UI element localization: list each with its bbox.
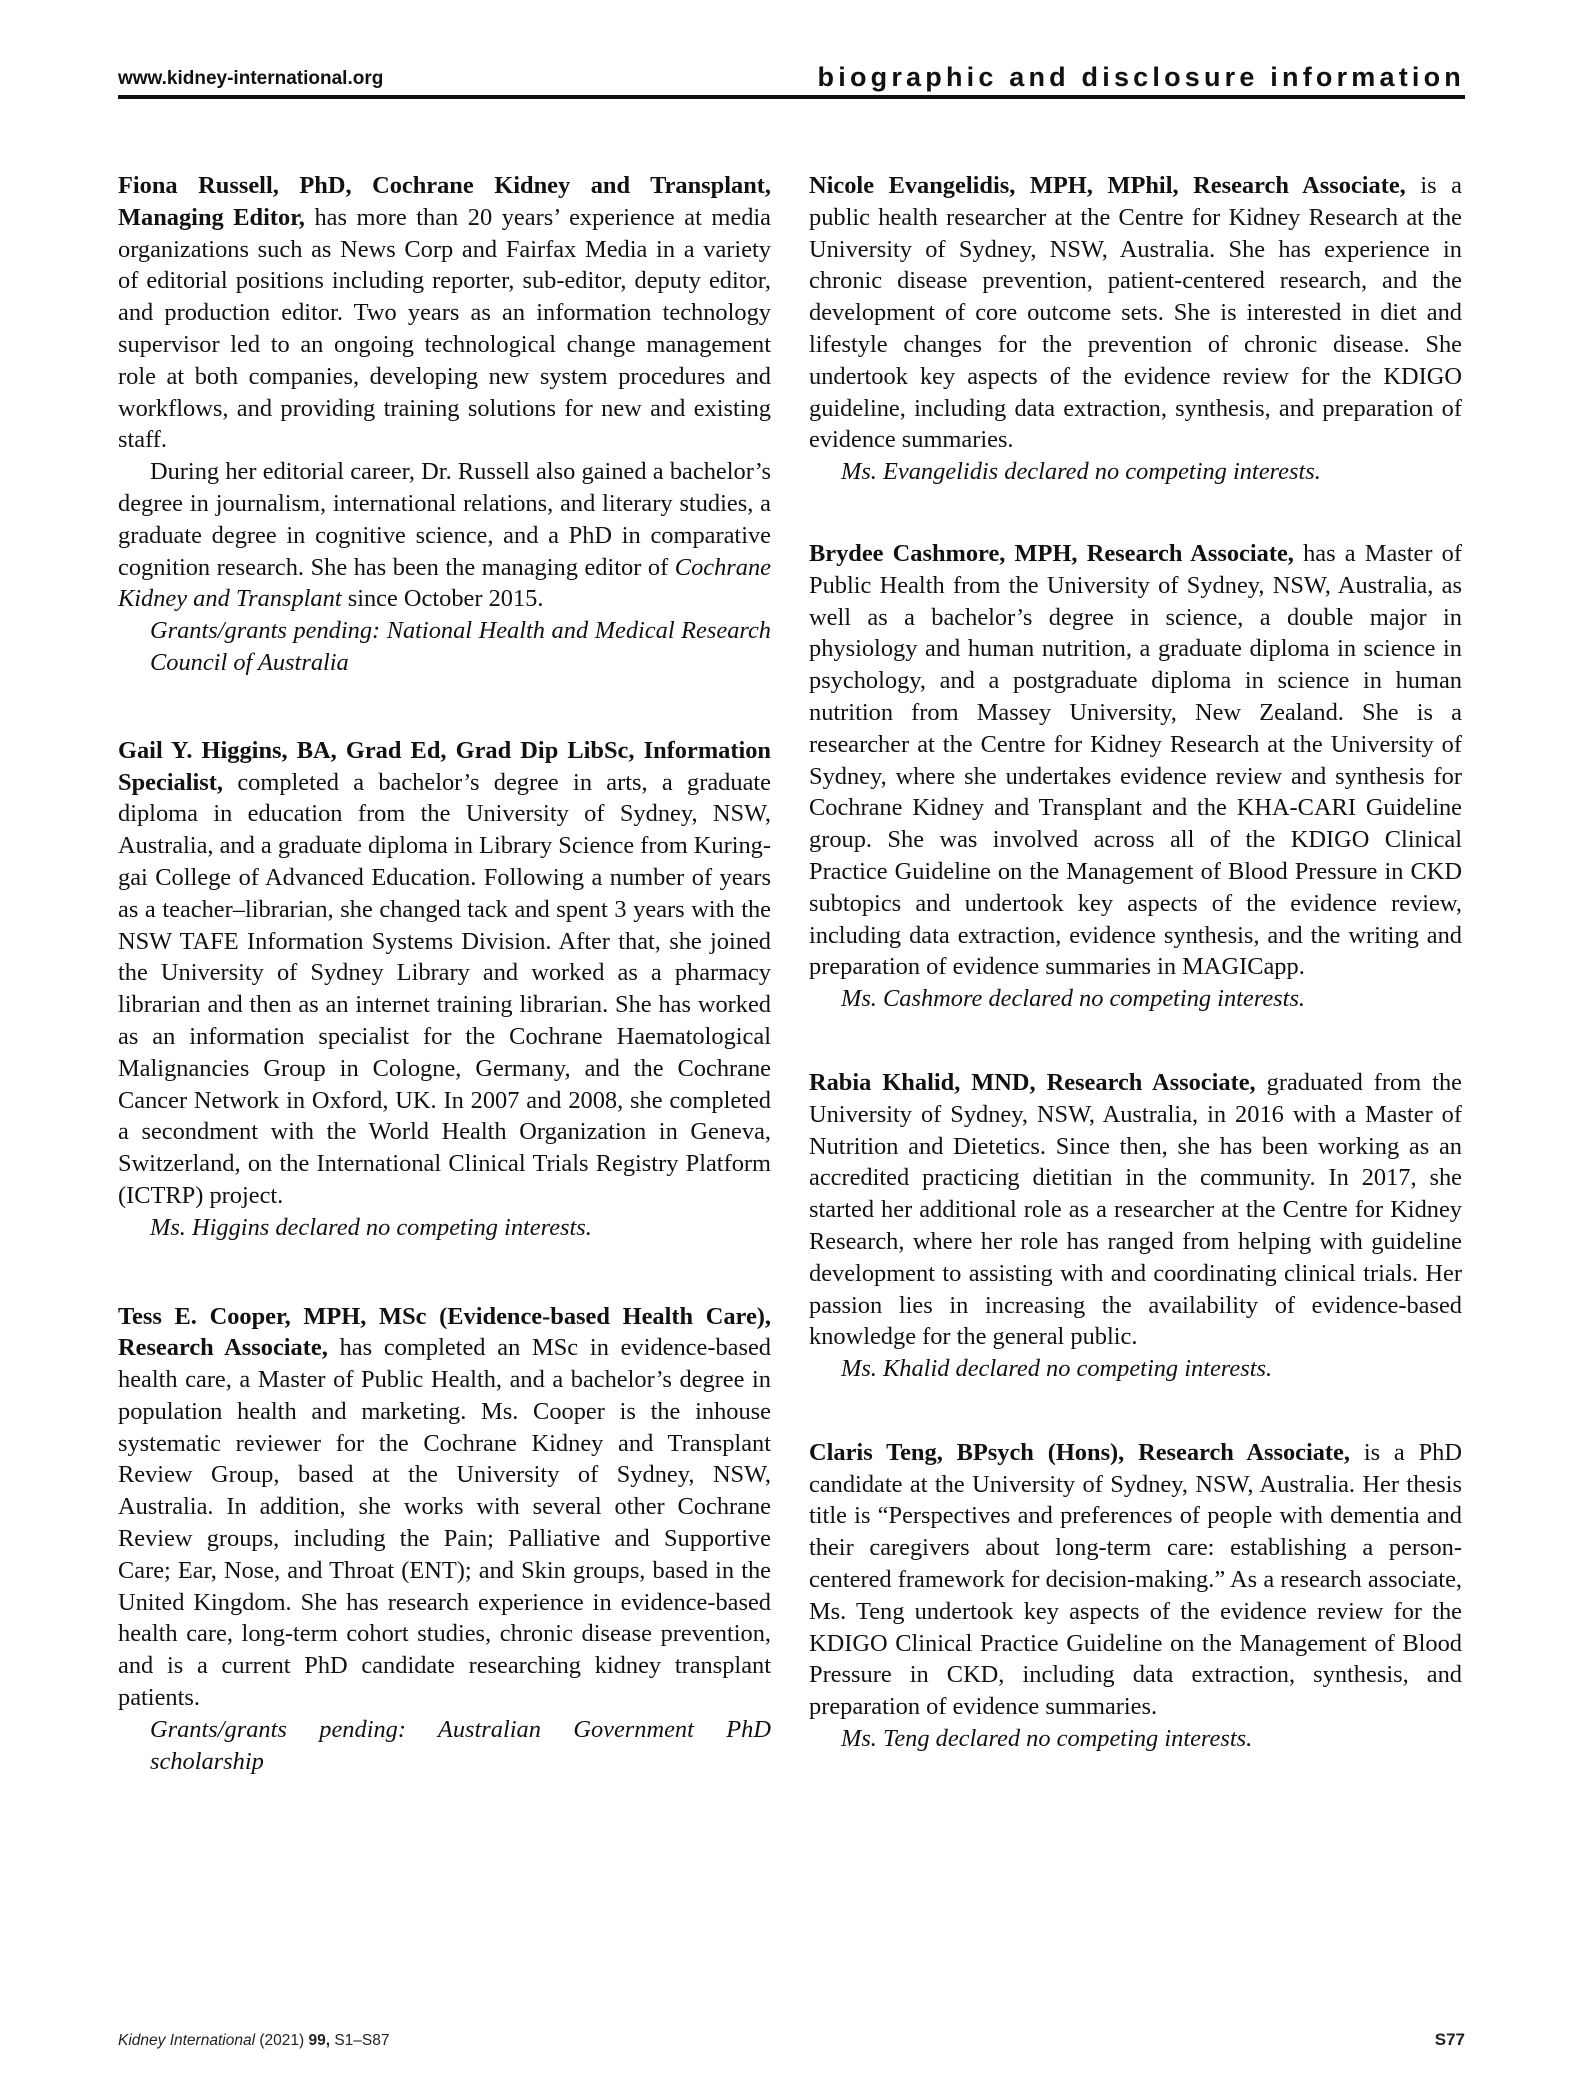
bio-disclosure: Ms. Evangelidis declared no competing interests. <box>841 458 1321 486</box>
bio-body: has a Master of Public Health from the University of Sydney, NSW, Australia, as well as a bachelor’s degree in science, a double major in physiology and human nutrition, a graduate diploma in science in psychology, and a postgraduate diploma in science in human nutrition from Massey University, New Zealand. She is a researcher at the Centre for Kidney Research at the University of Sydney, where she undertakes evidence review and synthesis for Cochrane Kidney and Transplant and the KHA-CARI Guideline group. She was involved across all of the KDIGO Clinical Practice Guideline on the Management of Blood Pressure in CKD subtopics and undertook key aspects of the evidence review, including data extraction, evidence synthesis, and the writing and preparation of evidence summaries in MAGICapp. <box>809 539 1463 981</box>
bio-name: Claris Teng, BPsych (Hons), Research Associate, <box>809 1438 1350 1466</box>
journal-url: www.kidney-international.org <box>118 68 384 89</box>
bio-body: is a PhD candidate at the University of Sydney, NSW, Australia. Her thesis title is “Perspectives and preferences of people with dementia and their caregivers about long-term care: establishing a person-centered framework for decision-making.” As a research associate, Ms. Teng undertook key aspects of the evidence review for the KDIGO Clinical Practice Guideline on the Management of Blood Pressure in CKD, including data extraction, synthesis, and preparation of evidence summaries. <box>809 1438 1462 1721</box>
bio-disclosure: Ms. Higgins declared no competing interests. <box>150 1213 592 1241</box>
bio-body-para2-end: since October 2015. <box>347 585 544 613</box>
bio-entry-cooper <box>118 1301 771 1778</box>
bio-body: graduated from the University of Sydney, NSW, Australia, in 2016 with a Master of Nutrition and Dietetics. Since then, she has been working as an accredited practicing dietitian in the community. In 2017, she started her additional role as a researcher at the Centre for Kidney Research, where her role has ranged from helping with guideline development to assisting with and coordinating clinical trials. Her passion lies in increasing the availability of evidence-based knowledge for the general public. <box>809 1068 1462 1351</box>
bio-body: is a public health researcher at the Centre for Kidney Research at the University of Sydney, NSW, Australia. She has experience in chronic disease prevention, patient-centered research, and the development of core outcome sets. She is interested in diet and lifestyle changes for the prevention of chronic disease. She undertook key aspects of the evidence review for the KDIGO guideline, including data extraction, synthesis, and preparation of evidence summaries. <box>809 172 1462 454</box>
bio-disclosure: Grants/grants pending: National Health and Medical Research Council of Australia <box>150 617 771 676</box>
bio-name: Gail Y. Higgins, BA, Grad Ed, Grad Dip LibSc, Information Specialist, <box>118 736 771 796</box>
bio-body: has more than 20 years’ experience at media organizations such as News Corp and Fairfax Media in a variety of editorial positions including reporter, sub-editor, deputy editor, and production editor. Two years as an information technology supervisor led to an ongoing technological change management role at both companies, developing new system procedures and workflows, and providing training solutions for new and existing staff. <box>118 203 772 454</box>
bio-name: Tess E. Cooper, MPH, MSc (Evidence-based Health Care), Research Associate, <box>118 1302 771 1362</box>
bio-name: Fiona Russell, PhD, Cochrane Kidney and Transplant, Managing Editor, <box>118 172 771 231</box>
bio-entry-russell <box>118 170 771 679</box>
footer-journal: Kidney International <box>118 2032 256 2049</box>
bio-entry-higgins <box>118 735 771 1244</box>
bio-name: Nicole Evangelidis, MPH, MPhil, Research Associate, <box>809 172 1406 199</box>
journal-citation <box>118 2032 390 2050</box>
page-number: S77 <box>1434 2030 1465 2049</box>
footer-volume: 99, <box>308 2032 331 2049</box>
bio-disclosure: Ms. Cashmore declared no competing interests. <box>841 985 1306 1013</box>
bio-name: Rabia Khalid, MND, Research Associate, <box>809 1068 1256 1096</box>
bio-disclosure: Grants/grants pending: Australian Government PhD scholarship <box>150 1715 771 1775</box>
bio-entry-khalid <box>809 1067 1462 1385</box>
footer-pages: S1–S87 <box>334 2032 390 2049</box>
bio-body-para2: During her editorial career, Dr. Russell also gained a bachelor’s degree in journalism, international relations, and literary studies, a graduate degree in cognitive science, and a PhD in comparative cognition research. She has been the managing editor of <box>118 458 771 581</box>
section-title: biographic and disclosure information <box>817 62 1465 92</box>
bio-body: completed a bachelor’s degree in arts, a graduate diploma in education from the University of Sydney, NSW, Australia, and a graduate diploma in Library Science from Kuring-gai College of Advanced Education. Following a number of years as a teacher–librarian, she changed tack and spent 3 years with the NSW TAFE Information Systems Division. After that, she joined the University of Sydney Library and worked as a pharmacy librarian and then as an internet training librarian. She has worked as an information specialist for the Cochrane Haematological Malignancies Group in Cologne, Germany, and the Cochrane Cancer Network in Oxford, UK. In 2007 and 2008, she completed a secondment with the World Health Organization in Geneva, Switzerland, on the International Clinical Trials Registry Platform (ICTRP) project. <box>118 768 771 1209</box>
bio-disclosure: Ms. Teng declared no competing interests. <box>841 1725 1253 1753</box>
bio-entry-cashmore <box>809 538 1462 1015</box>
journal-title-italic: Cochrane Kidney and Transplant <box>118 553 771 613</box>
bio-body: has completed an MSc in evidence-based health care, a Master of Public Health, and a bachelor’s degree in population health and marketing. Ms. Cooper is the inhouse systematic reviewer for the Cochrane Kidney and Transplant Review Group, based at the University of Sydney, NSW, Australia. In addition, she works with several other Cochrane Review groups, including the Pain; Palliative and Supportive Care; Ear, Nose, and Throat (ENT); and Skin groups, based in the United Kingdom. She has research experience in evidence-based health care, long-term cohort studies, chronic disease prevention, and is a current PhD candidate researching kidney transplant patients. <box>118 1334 771 1712</box>
bio-name: Brydee Cashmore, MPH, Research Associate, <box>809 539 1294 567</box>
right-column <box>809 170 1462 1755</box>
bio-entry-teng <box>809 1437 1462 1755</box>
header-rule <box>118 95 1465 99</box>
bio-disclosure: Ms. Khalid declared no competing interests. <box>841 1355 1273 1383</box>
bio-entry-evangelidis <box>809 170 1462 488</box>
left-column <box>118 170 771 1777</box>
footer-year: (2021) <box>259 2032 305 2049</box>
